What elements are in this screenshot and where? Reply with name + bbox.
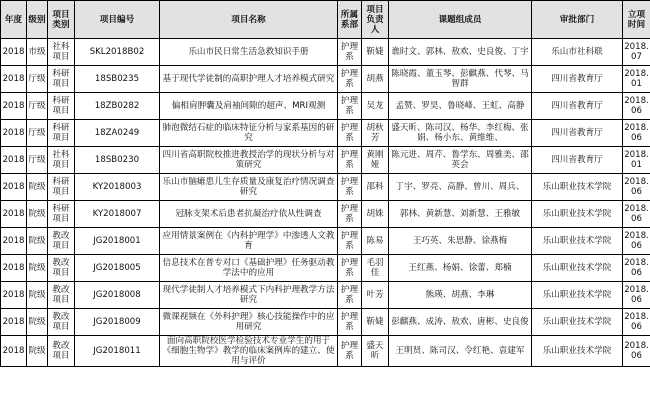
cell-project-number: KY2018003 <box>75 174 160 201</box>
cell-department: 护理系 <box>338 120 362 147</box>
cell-project-number: JG2018008 <box>75 282 160 309</box>
cell-department: 护理系 <box>338 255 362 282</box>
cell-start-date: 2018.06 <box>623 93 650 120</box>
cell-category: 教改项目 <box>48 282 75 309</box>
cell-members: 陈元进、周芹、鲁学东、周雅美、邵英会 <box>389 147 532 174</box>
cell-members: 王巧英、朱思静、徐燕梅 <box>389 228 532 255</box>
cell-department: 护理系 <box>338 228 362 255</box>
cell-level: 厅级 <box>27 66 48 93</box>
cell-year: 2018 <box>1 255 27 282</box>
header-department: 所属系部 <box>338 1 362 39</box>
table-row <box>1 147 650 174</box>
cell-start-date: 2018.01 <box>623 147 650 174</box>
cell-level: 院级 <box>27 336 48 367</box>
cell-approval-dept: 乐山职业技术学院 <box>532 282 623 309</box>
cell-leader: 吴龙 <box>362 93 389 120</box>
table-row <box>1 39 650 66</box>
cell-year: 2018 <box>1 147 27 174</box>
cell-project-number: 18SB0230 <box>75 147 160 174</box>
cell-project-name: 四川省高职院校推进教授治学的现状分析与对策研究 <box>160 147 338 174</box>
cell-leader: 靳婕 <box>362 309 389 336</box>
cell-leader: 靳婕 <box>362 39 389 66</box>
table-row <box>1 336 650 367</box>
cell-year: 2018 <box>1 120 27 147</box>
table-row <box>1 228 650 255</box>
cell-year: 2018 <box>1 174 27 201</box>
cell-start-date: 2018.06 <box>623 255 650 282</box>
cell-project-name: 肺泡微结石症的临床特征分析与家系基因的研究 <box>160 120 338 147</box>
cell-category: 科研项目 <box>48 93 75 120</box>
cell-approval-dept: 四川省教育厅 <box>532 120 623 147</box>
cell-approval-dept: 乐山职业技术学院 <box>532 201 623 228</box>
cell-project-number: 18ZB0282 <box>75 93 160 120</box>
cell-year: 2018 <box>1 93 27 120</box>
cell-leader: 胡姝 <box>362 201 389 228</box>
cell-leader: 毛羽佳 <box>362 255 389 282</box>
cell-start-date: 2018.06 <box>623 282 650 309</box>
cell-project-name: 面向高职院校医学检验技术专业学生的用于《细胞生物学》教学的临床案例库的建立、使用与评价 <box>160 336 338 367</box>
cell-category: 科研项目 <box>48 201 75 228</box>
cell-members: 彭麒燕、成涛、敖欢、唐彬、史良俊 <box>389 309 532 336</box>
cell-leader: 盛天昕 <box>362 336 389 367</box>
table-row <box>1 120 650 147</box>
cell-members: 郭林、黄新慧、刘新慧、王雅敏 <box>389 201 532 228</box>
cell-project-number: SKL2018B02 <box>75 39 160 66</box>
cell-level: 厅级 <box>27 147 48 174</box>
cell-approval-dept: 乐山职业技术学院 <box>532 255 623 282</box>
table-row <box>1 66 650 93</box>
cell-leader: 邵科 <box>362 174 389 201</box>
cell-leader: 陈易 <box>362 228 389 255</box>
cell-approval-dept: 乐山职业技术学院 <box>532 309 623 336</box>
cell-members: 盛天昕、陈司汉、杨华、李红梅、张娟、杨小东、黄维维、 <box>389 120 532 147</box>
cell-year: 2018 <box>1 282 27 309</box>
cell-start-date: 2018.06 <box>623 309 650 336</box>
cell-approval-dept: 四川省教育厅 <box>532 66 623 93</box>
cell-project-number: 18SB0235 <box>75 66 160 93</box>
header-project-name: 项目名称 <box>160 1 338 39</box>
cell-project-name: 乐山市民日常生活急救知识手册 <box>160 39 338 66</box>
cell-members: 谯时文、郭林、敖欢、史良俊、丁宇 <box>389 39 532 66</box>
table-row <box>1 282 650 309</box>
cell-department: 护理系 <box>338 309 362 336</box>
cell-department: 护理系 <box>338 201 362 228</box>
cell-approval-dept: 乐山职业技术学院 <box>532 336 623 367</box>
cell-project-number: KY2018007 <box>75 201 160 228</box>
cell-department: 护理系 <box>338 147 362 174</box>
header-approval-dept: 审批部门 <box>532 1 623 39</box>
header-year: 年度 <box>1 1 27 39</box>
cell-department: 护理系 <box>338 282 362 309</box>
cell-members: 王明贤、陈司汉、令红艳、袁建军 <box>389 336 532 367</box>
header-project-number: 项目编号 <box>75 1 160 39</box>
cell-project-name: 乐山市脑瘫患儿生存质量及康复治疗情况调查研究 <box>160 174 338 201</box>
cell-leader: 黄刚娅 <box>362 147 389 174</box>
cell-project-number: JG2018011 <box>75 336 160 367</box>
cell-category: 科研项目 <box>48 120 75 147</box>
cell-approval-dept: 乐山职业技术学院 <box>532 228 623 255</box>
cell-members: 王红燕、杨娟、徐蕾、郑楠 <box>389 255 532 282</box>
cell-category: 科研项目 <box>48 66 75 93</box>
cell-project-name: 微课视频在《外科护理》核心技能操作中的应用研究 <box>160 309 338 336</box>
cell-level: 厅级 <box>27 120 48 147</box>
table-row <box>1 201 650 228</box>
cell-project-name: 偏相肩胛囊及肩袖间隙的超声、MRI观测 <box>160 93 338 120</box>
table-row <box>1 309 650 336</box>
cell-year: 2018 <box>1 39 27 66</box>
cell-year: 2018 <box>1 66 27 93</box>
cell-members: 孟赞、罗昊、鲁晓峰、王虹、高静 <box>389 93 532 120</box>
cell-start-date: 2018.01 <box>623 66 650 93</box>
cell-level: 院级 <box>27 309 48 336</box>
header-members: 课题组成员 <box>389 1 532 39</box>
cell-level: 院级 <box>27 201 48 228</box>
cell-year: 2018 <box>1 201 27 228</box>
cell-category: 教改项目 <box>48 336 75 367</box>
cell-members: 熊瑛、胡燕、李琳 <box>389 282 532 309</box>
cell-project-number: JG2018005 <box>75 255 160 282</box>
header-category: 项目类别 <box>48 1 75 39</box>
cell-project-number: JG2018009 <box>75 309 160 336</box>
cell-project-name: 应用情景案例在《内科护理学》中渗透人文教育 <box>160 228 338 255</box>
table-row <box>1 255 650 282</box>
header-start-date: 立项时间 <box>623 1 650 39</box>
cell-leader: 叶芳 <box>362 282 389 309</box>
cell-project-name: 现代学徒制人才培养模式下内科护理教学方法研究 <box>160 282 338 309</box>
cell-start-date: 2018.06 <box>623 174 650 201</box>
cell-project-number: JG2018001 <box>75 228 160 255</box>
cell-year: 2018 <box>1 309 27 336</box>
header-row <box>1 1 650 39</box>
cell-year: 2018 <box>1 336 27 367</box>
cell-category: 科研项目 <box>48 174 75 201</box>
cell-start-date: 2018.06 <box>623 336 650 367</box>
cell-start-date: 2018.06 <box>623 228 650 255</box>
cell-level: 院级 <box>27 282 48 309</box>
cell-category: 教改项目 <box>48 255 75 282</box>
cell-level: 市级 <box>27 39 48 66</box>
cell-approval-dept: 乐山职业技术学院 <box>532 174 623 201</box>
cell-project-name: 基于现代学徒制的高职护理人才培养模式研究 <box>160 66 338 93</box>
cell-level: 院级 <box>27 174 48 201</box>
cell-approval-dept: 乐山市社科联 <box>532 39 623 66</box>
cell-start-date: 2018.06 <box>623 120 650 147</box>
header-level: 级别 <box>27 1 48 39</box>
cell-start-date: 2018.07 <box>623 39 650 66</box>
cell-leader: 胡燕 <box>362 66 389 93</box>
table-row <box>1 93 650 120</box>
header-leader: 项目负责人 <box>362 1 389 39</box>
cell-category: 社科项目 <box>48 39 75 66</box>
cell-category: 教改项目 <box>48 309 75 336</box>
cell-project-name: 信息技术在普专对口《基础护理》任务驱动教学法中的应用 <box>160 255 338 282</box>
cell-project-number: 18ZA0249 <box>75 120 160 147</box>
cell-level: 厅级 <box>27 93 48 120</box>
cell-level: 院级 <box>27 228 48 255</box>
cell-department: 护理系 <box>338 66 362 93</box>
cell-department: 护理系 <box>338 336 362 367</box>
cell-year: 2018 <box>1 228 27 255</box>
cell-start-date: 2018.06 <box>623 201 650 228</box>
cell-department: 护理系 <box>338 93 362 120</box>
cell-approval-dept: 四川省教育厅 <box>532 93 623 120</box>
cell-leader: 胡秋芳 <box>362 120 389 147</box>
cell-project-name: 冠脉支架术后患者抗凝治疗依从性调查 <box>160 201 338 228</box>
cell-members: 陈晓霞、董玉琴、彭麒燕、代琴、马智群 <box>389 66 532 93</box>
cell-members: 丁宇、罗亮、高静、曾川、周兵、 <box>389 174 532 201</box>
cell-department: 护理系 <box>338 39 362 66</box>
cell-level: 院级 <box>27 255 48 282</box>
cell-approval-dept: 四川省教育厅 <box>532 147 623 174</box>
cell-category: 社科项目 <box>48 147 75 174</box>
cell-department: 护理系 <box>338 174 362 201</box>
table-row <box>1 174 650 201</box>
cell-category: 教改项目 <box>48 228 75 255</box>
